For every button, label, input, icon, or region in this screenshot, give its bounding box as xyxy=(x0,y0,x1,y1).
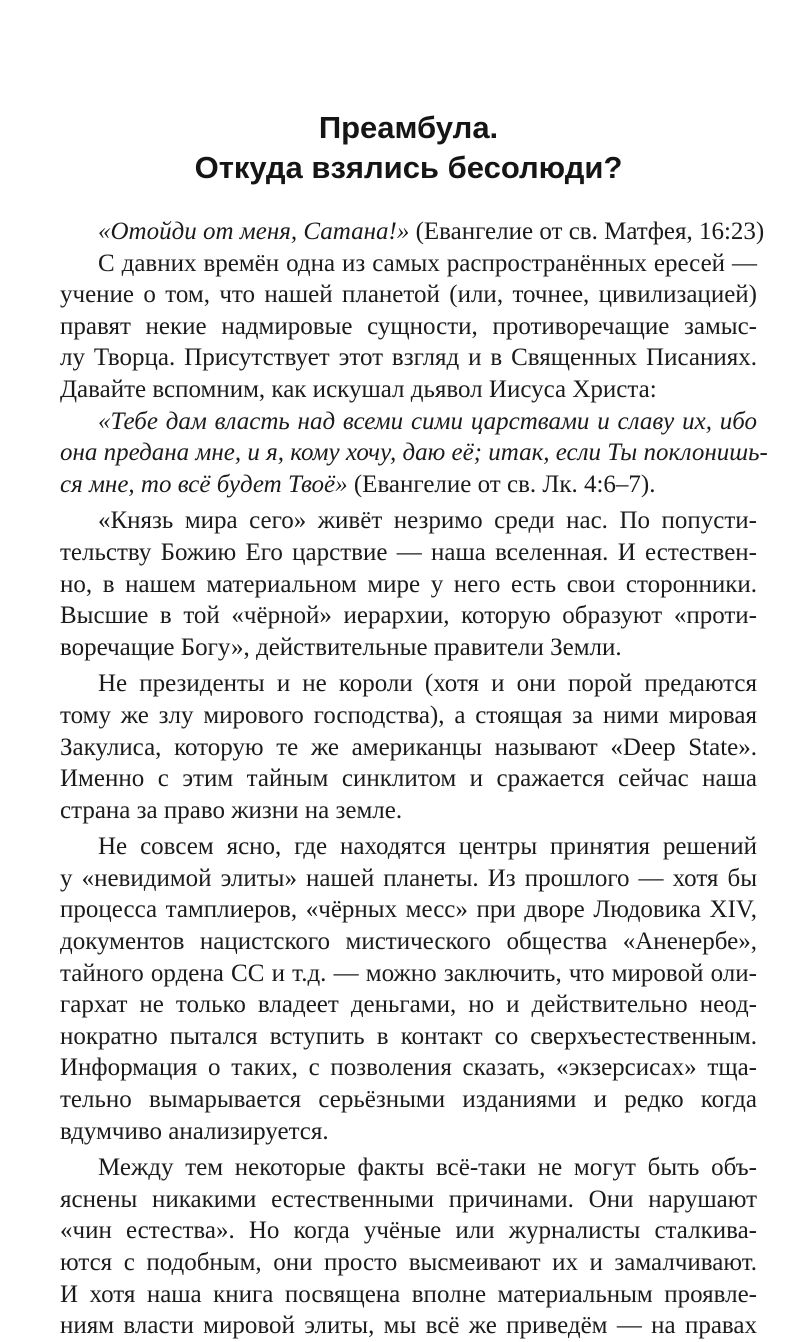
text-line xyxy=(60,469,757,501)
paragraph-2 xyxy=(60,505,757,663)
text-line: Высшие в той «чёрной» иерархии, которую образуют «проти- xyxy=(60,602,757,630)
text-line: гархат не только владеет деньгами, но и действительно неод- xyxy=(60,991,757,1019)
text-line: тайного ордена СС и т.д. — можно заключить, что мировой оли- xyxy=(60,959,757,987)
paragraph-3 xyxy=(60,668,757,826)
scripture-quote xyxy=(60,406,768,501)
text-line: у «невидимой элиты» нашей планеты. Из прошлого — хотя бы xyxy=(60,864,757,892)
text-line: Закулиса, которую те же американцы называют «Deep State». xyxy=(60,733,757,761)
text-line: Давайте вспомним, как искушал дьявол Иисуса Христа: xyxy=(60,375,657,403)
text-line: документов нацистского мистического общества «Аненербе», xyxy=(60,928,757,956)
book-page xyxy=(60,108,768,1342)
text-line: воречащие Богу», действительные правители Земли. xyxy=(60,633,622,661)
chapter-title-line-1: Преамбула. xyxy=(318,110,499,145)
text-line: вдумчиво анализируется. xyxy=(60,1117,329,1145)
text-line: «Тебе дам власть над всеми сими царствами и славу их, ибо xyxy=(98,407,757,435)
text-line: Именно с этим тайным синклитом и сражается сейчас наша xyxy=(60,765,757,793)
text-line: лу Творца. Присутствует этот взгляд и в Священных Писаниях. xyxy=(60,344,757,372)
text-line: процесса тамплиеров, «чёрных месс» при дворе Людовика XIV, xyxy=(60,896,757,924)
text-line: Между тем некоторые факты всё-таки не могут быть объ- xyxy=(98,1154,757,1182)
text-line: нократно пытался вступить в контакт со сверхъестественным. xyxy=(60,1022,757,1050)
text-line: но, в нашем материальном мире у него есть свои сторонники. xyxy=(60,570,757,598)
text-line: Не совсем ясно, где находятся центры принятия решений xyxy=(98,833,757,861)
scripture-source: (Евангелие от св. Лк. 4:6–7). xyxy=(347,470,656,498)
epigraph-quote: «Отойди от меня, Сатана!» xyxy=(98,218,410,245)
text-line: страна за право жизни на земле. xyxy=(60,796,403,824)
text-line: тому же злу мирового господства), а стоящая за ними мировая xyxy=(60,701,757,729)
text-line: «Князь мира сего» живёт незримо среди нас. По попусти- xyxy=(98,507,757,535)
text-line: тельству Божию Его царствие — наша вселенная. И естествен- xyxy=(60,538,757,566)
text-line: учение о том, что нашей планетой (или, точнее, цивилизацией) xyxy=(60,281,757,309)
text-line: яснены никакими естественными причинами. Они нарушают xyxy=(60,1185,757,1213)
text-line: Не президенты и не короли (хотя и они порой предаются xyxy=(98,670,757,698)
text-line: правят некие надмировые сущности, противоречащие замыс- xyxy=(60,312,757,340)
text-line: «чин естества». Но когда учёные или журналисты сталкива- xyxy=(60,1217,757,1245)
epigraph-source: (Евангелие от св. Матфея, 16:23) xyxy=(409,218,765,245)
text-line: ются с подобным, они просто высмеивают их и замалчивают. xyxy=(60,1249,757,1276)
epigraph xyxy=(60,216,765,248)
paragraph-5 xyxy=(60,1152,757,1342)
chapter-title-line-2: Откуда взялись бесолюди? xyxy=(194,150,623,185)
paragraph-4 xyxy=(60,831,757,1147)
text-line: она предана мне, и я, кому хочу, даю её; итак, если Ты поклонишь- xyxy=(60,439,768,467)
text-line: тельно вымарывается серьёзными изданиями и редко когда xyxy=(60,1086,757,1114)
scripture-quote-end: ся мне, то всё будет Твоё» xyxy=(60,470,348,498)
paragraph-1 xyxy=(60,248,757,406)
text-line: ниям власти мировой элиты, мы всё же приведём — на правах xyxy=(60,1312,757,1340)
text-line: И хотя наша книга посвящена вполне материальным проявле- xyxy=(60,1280,757,1308)
text-line: С давних времён одна из самых распространённых ересей — xyxy=(98,249,757,277)
epigraph-line xyxy=(60,216,765,248)
text-line: Информация о таких, с позволения сказать, «экзерсисах» тща- xyxy=(60,1054,757,1082)
chapter-title xyxy=(60,108,757,188)
